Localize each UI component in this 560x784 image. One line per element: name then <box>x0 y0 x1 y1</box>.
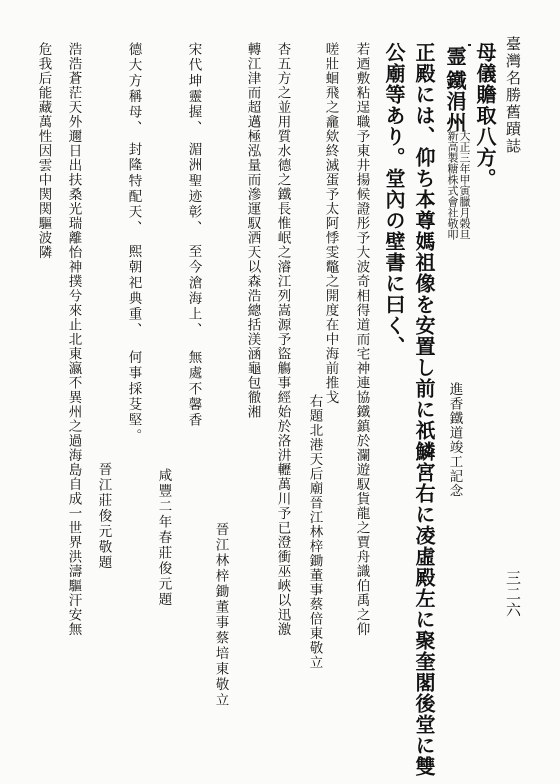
bracket-mark <box>468 44 471 46</box>
book-title-header: 臺灣名勝舊蹟誌 <box>504 36 522 155</box>
couplet-line-1: 若迺敷粘逞職予東井揚候證彤予大波奇相得道而宅神連協鐵鎮於瀾遊馭貨龍之賈舟識伯禹之仰 <box>353 42 370 637</box>
couplet-line-3: 杏五方之並用質水德之鐵長惟岷之濬江列嵩源予盜觴事經始於洛汫轣萬川予已澄衝巫峽以迅激 <box>274 42 291 637</box>
poem-2-verse-2: 封隆特配天、 <box>125 142 142 237</box>
page-number: 三二六 <box>504 570 522 618</box>
heading-text: 母儀贍取八方。 <box>473 42 497 189</box>
poem-2-verse-3: 熙朝祀典重、 <box>125 244 142 339</box>
couplet-line-2: 嗟壯蛔飛之龕欸終滅蛋予太阿悸雯鼈之開度在中海前推戈 <box>322 42 339 405</box>
couplet-2-signature: 晉江林梓鋤董事蔡培東敬立 <box>212 522 229 708</box>
body-text-line-1: 正殿には、仰ち本尊媽祖像を安置し前に祇鱗宮右に凌虛殿左に聚奎閣後堂に雙 <box>412 42 436 777</box>
poem-2-signature: 晉江莊俊元敬題 <box>95 462 112 571</box>
verse-line-1: 浩浩蒼茫天外邇日出扶桑光瑞離怡神撲兮來止北東瀛不異州之過海島自成一世界洪濤驅汗安無 <box>65 42 82 637</box>
poem-2-verse-4: 何事採芟堅。 <box>125 350 142 445</box>
poem-1-verse-4: 無處不馨香 <box>185 350 202 429</box>
verse-line-2: 危我后能藏萬性因雲中関関驅波隣 <box>35 42 52 260</box>
poem-1-verse-3: 至今滄海上、 <box>185 244 202 339</box>
plaque-title-1: 霊 <box>443 46 467 67</box>
poem-1-verse-1: 宋代坤靈握、 <box>185 42 202 137</box>
body-text-line-2: 公廟等あり。堂內の壁書に曰く、 <box>382 42 406 357</box>
couplet-1-signature: 右題北港天后廟晉江林梓鋤董事蔡倍東敬立 <box>306 394 323 670</box>
couplet-line-4: 轉江津而超邁極泓量而滲運馭洒天以森浩總括渼涵龜包徹湘 <box>244 42 261 419</box>
poem-1-verse-2: 湄洲聖迹彰、 <box>185 142 202 237</box>
plaque-inscription-date: 大正三年甲寅臘月榖旦 <box>458 130 471 240</box>
plaque-inscription-donor: 新高製糖株式會社敬叩 <box>446 130 459 240</box>
plaque-title-2: 鐵涓州 <box>443 70 467 133</box>
plaque-inscription-purpose: 進香鐵道竣工記念 <box>446 382 463 498</box>
poem-1-signature: 咸豐二年春莊俊元題 <box>155 468 172 608</box>
poem-2-verse-1: 德大方稱母、 <box>125 42 142 137</box>
